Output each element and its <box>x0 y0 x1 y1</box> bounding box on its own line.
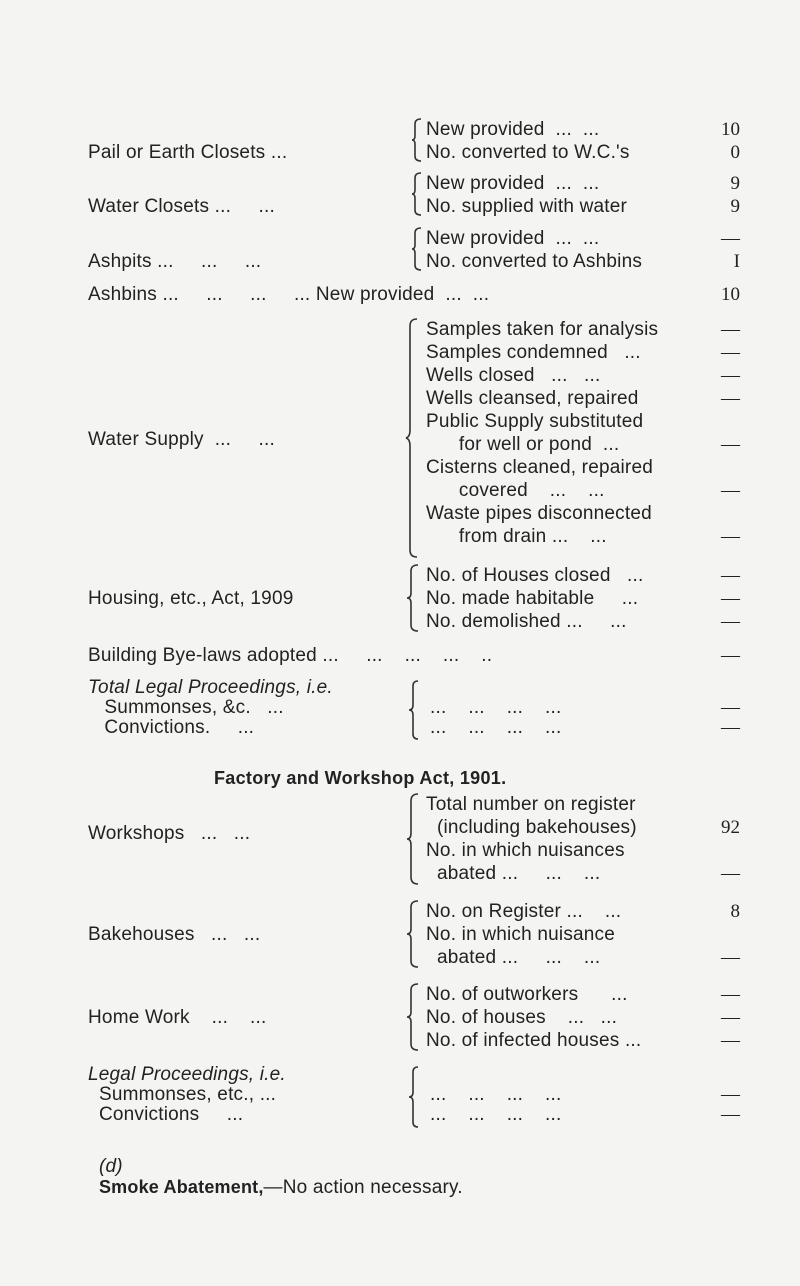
brace-icon <box>408 1066 420 1128</box>
smoke-rest: —No action necessary. <box>263 1177 463 1198</box>
row-text: No. of Houses closed ... <box>426 565 644 586</box>
home-work-label: Home Work ... ... <box>88 1007 267 1028</box>
legal-line2: Summonses, &c. ... <box>88 697 284 718</box>
row-value: — <box>721 1084 740 1105</box>
brace-icon <box>406 793 420 885</box>
row-text: No. of houses ... ... <box>426 1007 618 1028</box>
row-value: — <box>721 984 740 1005</box>
row-text: New provided ... ... <box>426 228 600 249</box>
row-text: Wells cleansed, repaired <box>426 388 639 409</box>
row-value: — <box>721 565 740 586</box>
row-value: — <box>721 611 740 632</box>
smoke-abatement-line <box>88 1137 463 1198</box>
row-value: 0 <box>730 142 740 163</box>
row-text: No. in which nuisance <box>426 924 616 945</box>
row-value: — <box>721 697 740 718</box>
row-text: Public Supply substituted <box>426 411 644 432</box>
row-text: from drain ... ... <box>426 526 607 547</box>
brace-icon <box>411 227 423 271</box>
row-text: No. on Register ... ... <box>426 901 622 922</box>
row-value: — <box>721 434 740 455</box>
row-value: 9 <box>730 173 740 194</box>
row-value: — <box>721 526 740 547</box>
row-value: I <box>733 251 740 272</box>
row-value: — <box>721 342 740 363</box>
row-value: 8 <box>730 901 740 922</box>
dots: ... ... ... ... <box>430 1104 562 1125</box>
row-value: — <box>721 1104 740 1125</box>
row-value: — <box>721 228 740 249</box>
row-text: (including bakehouses) <box>426 817 637 838</box>
factory-heading: Factory and Workshop Act, 1901. <box>214 768 507 788</box>
row-value: 92 <box>721 817 740 838</box>
row-text: Samples taken for analysis <box>426 319 659 340</box>
pail-closets-label: Pail or Earth Closets ... <box>88 142 288 163</box>
brace-icon <box>406 564 420 632</box>
row-text: No. of outworkers ... <box>426 984 628 1005</box>
row-value: — <box>721 947 740 968</box>
row-text: No. converted to W.C.'s <box>426 142 630 163</box>
row-value: — <box>721 645 740 666</box>
row-text: for well or pond ... <box>426 434 620 455</box>
water-supply-label: Water Supply ... ... <box>88 429 275 450</box>
brace-icon <box>406 983 420 1051</box>
brace-icon <box>406 900 420 968</box>
row-text: Samples condemned ... <box>426 342 641 363</box>
row-text: No. demolished ... ... <box>426 611 627 632</box>
brace-icon <box>405 318 419 558</box>
brace-icon <box>408 680 420 740</box>
legal-line3: Convictions. ... <box>88 717 255 738</box>
row-value: — <box>721 717 740 738</box>
legal-line1: Total Legal Proceedings, i.e. <box>88 677 333 698</box>
smoke-label: (d) <box>98 1156 123 1177</box>
water-closets-label: Water Closets ... ... <box>88 196 275 217</box>
row-text: Waste pipes disconnected <box>426 503 652 524</box>
legal-line3: Convictions ... <box>88 1104 244 1125</box>
row-value: — <box>721 588 740 609</box>
row-value: — <box>721 480 740 501</box>
row-value: — <box>721 1007 740 1028</box>
row-text: Cisterns cleaned, repaired <box>426 457 653 478</box>
row-text: covered ... ... <box>426 480 605 501</box>
row-text: New provided ... ... <box>426 119 600 140</box>
dots: ... ... ... ... <box>430 697 562 718</box>
row-value: — <box>721 863 740 884</box>
row-text: No. converted to Ashbins <box>426 251 643 272</box>
dots: ... ... ... ... <box>430 717 562 738</box>
housing-label: Housing, etc., Act, 1909 <box>88 588 294 609</box>
row-text: abated ... ... ... <box>426 863 601 884</box>
row-text: No. in which nuisances <box>426 840 625 861</box>
row-text: New provided ... ... <box>426 173 600 194</box>
legal-line2: Summonses, etc., ... <box>88 1084 277 1105</box>
row-value: — <box>721 388 740 409</box>
row-text: Wells closed ... ... <box>426 365 601 386</box>
row-value: 10 <box>721 119 740 140</box>
row-value: 10 <box>721 284 740 305</box>
row-text: No. supplied with water <box>426 196 628 217</box>
bakehouses-label: Bakehouses ... ... <box>88 924 261 945</box>
row-value: — <box>721 319 740 340</box>
ashbins-label: Ashbins ... ... ... ... New provided ... ... <box>88 284 490 305</box>
row-value: — <box>721 1030 740 1051</box>
row-text: Total number on register <box>426 794 636 815</box>
dots: ... ... ... ... <box>430 1084 562 1105</box>
row-text: No. of infected houses ... <box>426 1030 642 1051</box>
brace-icon <box>411 172 423 216</box>
row-text: abated ... ... ... <box>426 947 601 968</box>
workshops-label: Workshops ... ... <box>88 823 251 844</box>
smoke-title: Smoke Abatement, <box>98 1177 264 1197</box>
row-value: — <box>721 365 740 386</box>
legal-line1: Legal Proceedings, i.e. <box>88 1064 286 1085</box>
row-text: No. made habitable ... <box>426 588 639 609</box>
brace-icon <box>411 118 423 162</box>
bye-laws-label: Building Bye-laws adopted ... ... ... ... .. <box>88 645 493 666</box>
row-value: 9 <box>730 196 740 217</box>
ashpits-label: Ashpits ... ... ... <box>88 251 262 272</box>
